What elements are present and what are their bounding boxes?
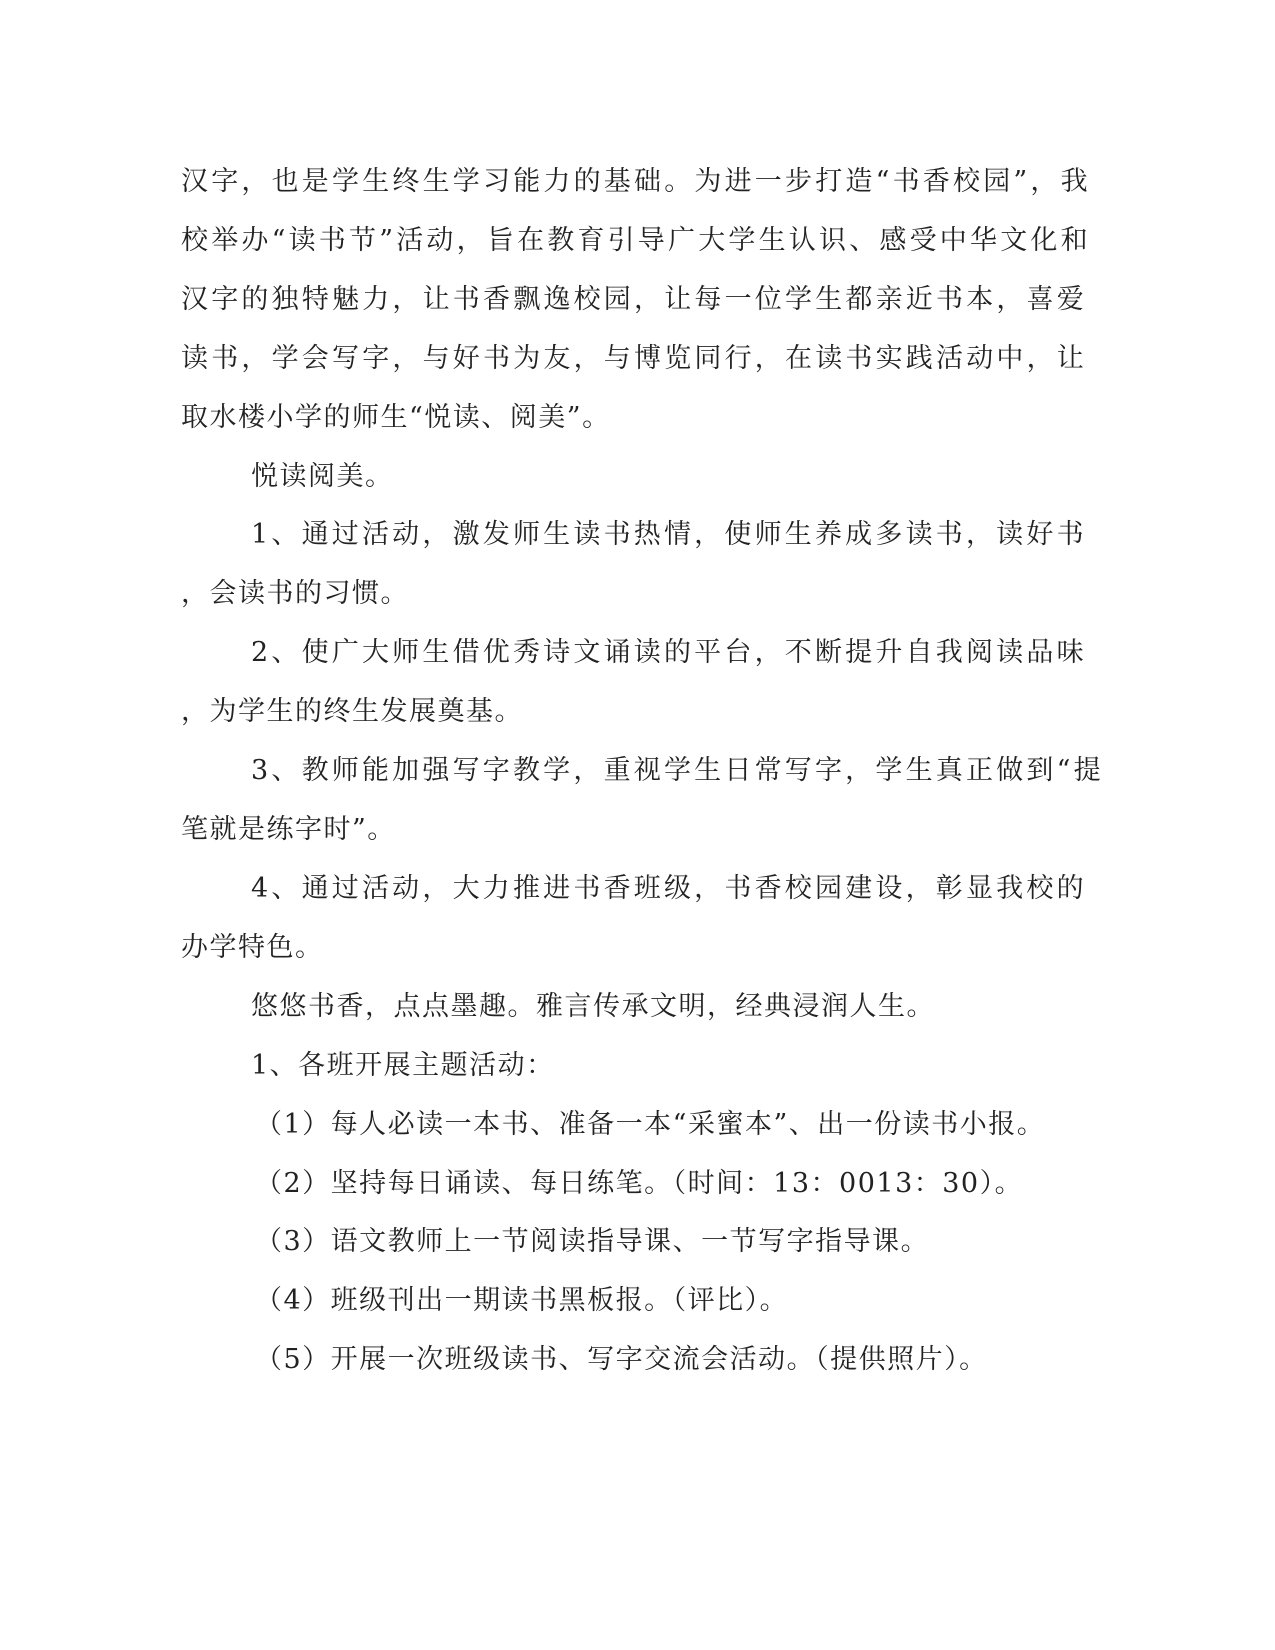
goal-2-line-2: ，为学生的终生发展奠基。 — [181, 696, 523, 727]
theme-line: 悦读阅美。 — [251, 461, 394, 492]
goal-3-line-2: 笔就是练字时”。 — [181, 814, 396, 845]
activity-item-5: （5）开展一次班级读书、写字交流会活动。（提供照片）。 — [255, 1344, 988, 1375]
goal-3-line-1: 3、教师能加强写字教学，重视学生日常写字，学生真正做到“提 — [251, 755, 1104, 786]
activity-item-1: （1）每人必读一本书、准备一本“采蜜本”、出一份读书小报。 — [255, 1109, 1046, 1140]
goal-1-line-1: 1、通过活动，激发师生读书热情，使师生养成多读书，读好书 — [251, 519, 1087, 550]
goal-1-line-2: ，会读书的习惯。 — [181, 578, 409, 609]
activity-item-3: （3）语文教师上一节阅读指导课、一节写字指导课。 — [255, 1226, 930, 1257]
activities-heading: 1、各班开展主题活动： — [251, 1050, 555, 1081]
goal-2-line-1: 2、使广大师生借优秀诗文诵读的平台，不断提升自我阅读品味 — [251, 637, 1087, 668]
slogan-line: 悠悠书香，点点墨趣。雅言传承文明，经典浸润人生。 — [251, 991, 935, 1022]
goal-4-line-1: 4、通过活动，大力推进书香班级，书香校园建设，彰显我校的 — [251, 873, 1087, 904]
activity-item-2: （2）坚持每日诵读、每日练笔。（时间：13：0013：30）。 — [255, 1168, 1024, 1199]
intro-line-3: 汉字的独特魅力，让书香飘逸校园，让每一位学生都亲近书本，喜爱 — [181, 284, 1087, 315]
intro-line-4: 读书，学会写字，与好书为友，与博览同行，在读书实践活动中，让 — [181, 343, 1087, 374]
intro-line-5: 取水楼小学的师生“悦读、阅美”。 — [181, 402, 611, 433]
activity-item-4: （4）班级刊出一期读书黑板报。（评比）。 — [255, 1285, 789, 1316]
intro-line-1: 汉字，也是学生终生学习能力的基础。为进一步打造“书香校园”，我 — [181, 166, 1091, 197]
goal-4-line-2: 办学特色。 — [181, 932, 324, 963]
intro-line-2: 校举办“读书节”活动，旨在教育引导广大学生认识、感受中华文化和 — [181, 225, 1091, 256]
